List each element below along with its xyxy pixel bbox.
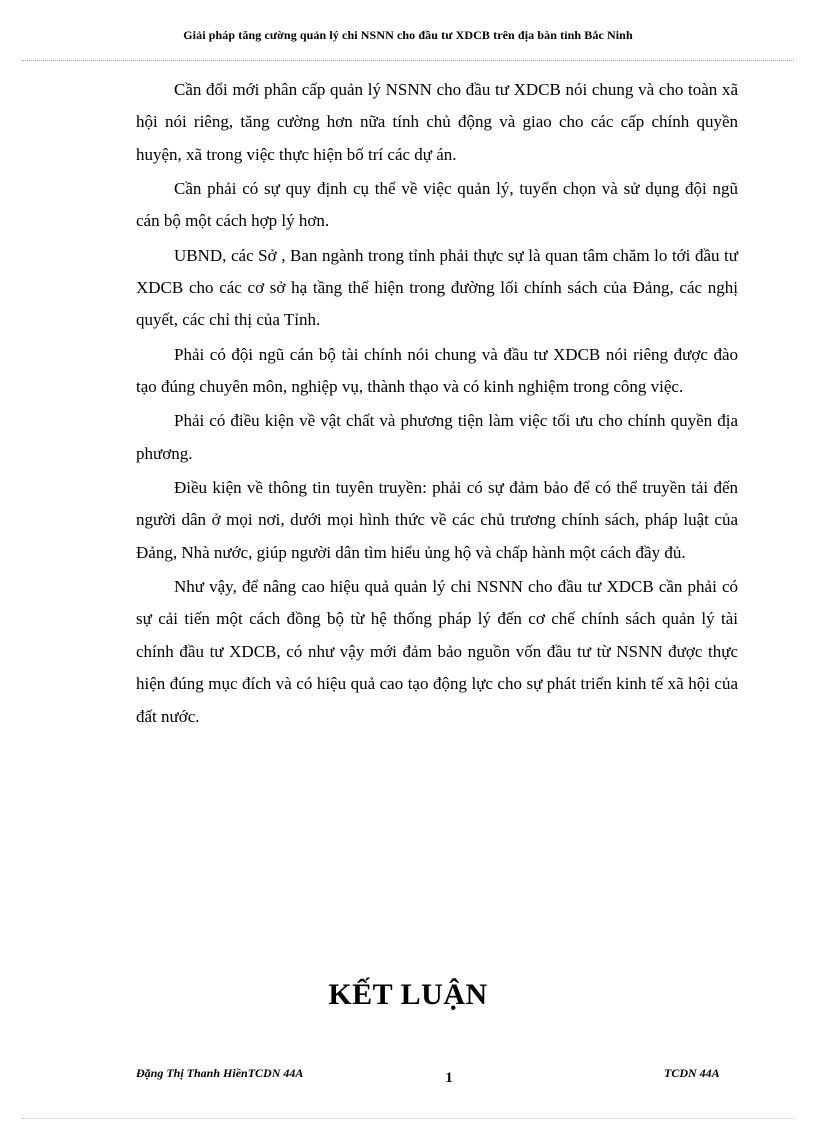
- footer-author: Đặng Thị Thanh HiềnTCDN 44A: [136, 1066, 304, 1080]
- paragraph-5: Phải có điều kiện về vật chất và phương tiện làm việc tối ưu cho chính quyền địa phương.: [136, 411, 738, 463]
- running-header: Giải pháp tăng cường quản lý chi NSNN cho đầu tư XDCB trên địa bàn tỉnh Bắc Ninh: [183, 28, 633, 42]
- paragraph-4: Phải có đội ngũ cán bộ tài chính nói chung và đầu tư XDCB nói riêng được đào tạo đúng chuyên môn, nghiệp vụ, thành thạo và có kinh nghiệm trong công việc.: [136, 344, 738, 397]
- paragraph-2: Cần phải có sự quy định cụ thể về việc quản lý, tuyển chọn và sử dụng đội ngũ cán bộ một cách hợp lý hơn.: [136, 179, 738, 231]
- paragraph-6: Điều kiện về thông tin tuyên truyền: phải có sự đảm bảo để có thể truyền tải đến người dân ở mọi nơi, dưới mọi hình thức về các chủ trương chính sách, pháp luật của Đảng, Nhà nước, giúp người dân tìm hiểu ủng hộ và chấp hành một cách đầy đủ.: [136, 477, 738, 562]
- document-body: [136, 74, 738, 735]
- footer-class-code: TCDN 44A: [664, 1066, 720, 1080]
- paragraph-1: Cần đổi mới phân cấp quản lý NSNN cho đầu tư XDCB nói chung và cho toàn xã hội nói riêng, tăng cường hơn nữa tính chủ động và giao cho các cấp chính quyền huyện, xã trong việc thực hiện bố trí các dự án.: [136, 80, 738, 164]
- paragraph-3: UBND, các Sở , Ban ngành trong tỉnh phải thực sự là quan tâm chăm lo tới đầu tư XDCB cho các cơ sở hạ tầng thể hiện trong đường lối chính sách của Đảng, các nghị quyết, các chỉ thị của Tỉnh.: [136, 245, 738, 330]
- footer-divider: [22, 1118, 794, 1119]
- header-divider: [22, 60, 794, 61]
- page-number: 1: [445, 1070, 453, 1086]
- section-heading-conclusion: KẾT LUẬN: [328, 978, 488, 1011]
- paragraph-7: Như vậy, để nâng cao hiệu quả quản lý chi NSNN cho đầu tư XDCB cần phải có sự cải tiến một cách đồng bộ từ hệ thống pháp lý đến cơ chế chính sách quản lý tài chính đầu tư XDCB, có như vậy mới đảm bảo nguồn vốn đầu tư từ NSNN được thực hiện đúng mục đích và có hiệu quả cao tạo động lực cho sự phát triển kinh tế xã hội của đất nước.: [136, 576, 738, 726]
